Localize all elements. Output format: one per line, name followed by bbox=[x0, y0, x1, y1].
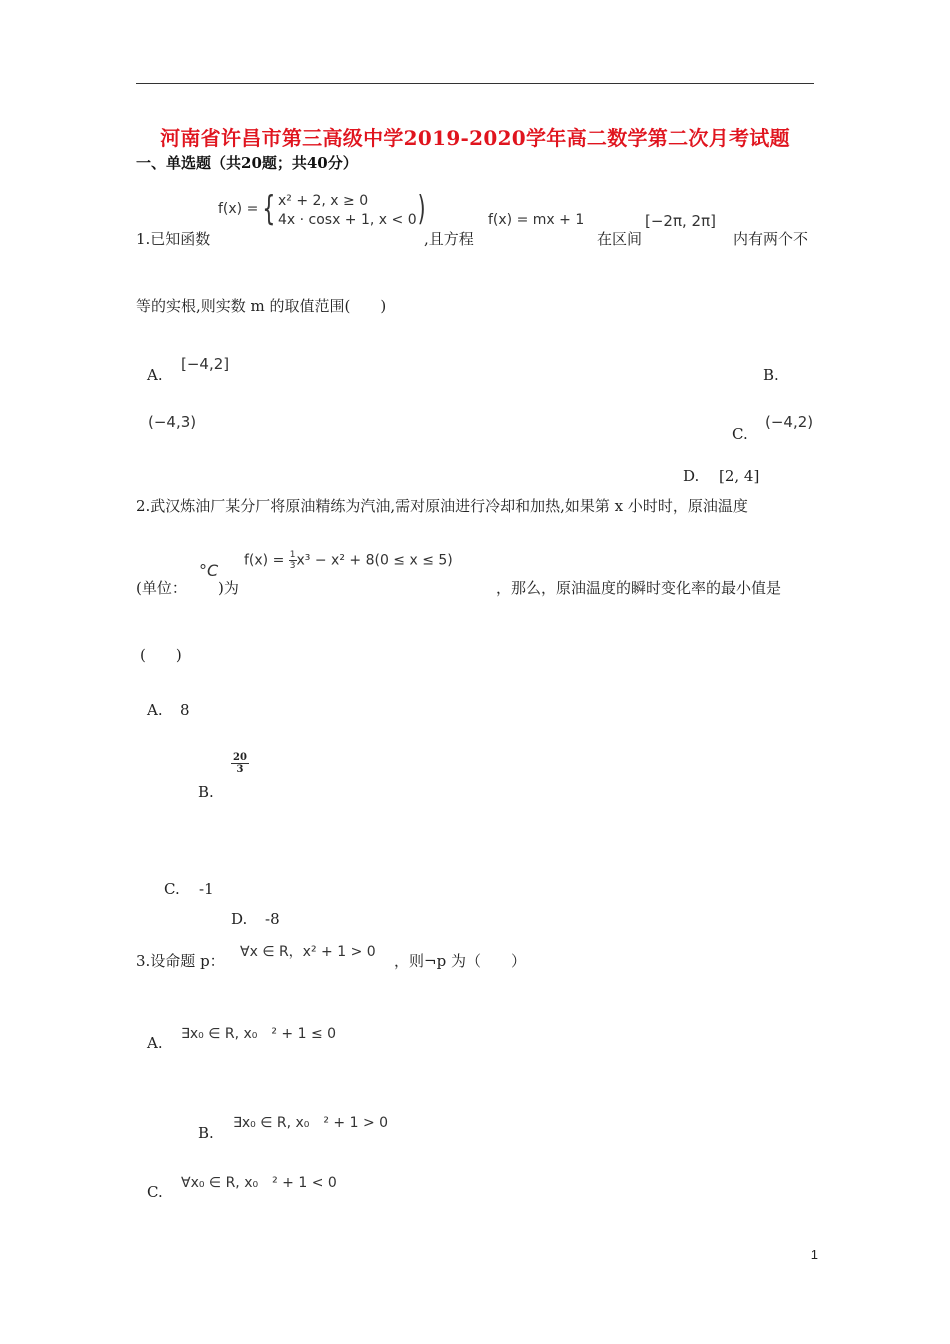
q1-option-c-value: (−4,2) bbox=[765, 413, 814, 431]
q3-option-c-label: C. bbox=[147, 1183, 163, 1201]
q1-line-2: 等的实根,则实数 m 的取值范围( ) bbox=[136, 297, 387, 315]
q1-left-brace: { bbox=[262, 189, 276, 229]
q2-option-d-label: D. bbox=[231, 910, 248, 928]
q2-unit-prefix: (单位： bbox=[136, 579, 187, 597]
q1-option-a-label: A. bbox=[147, 366, 163, 384]
page-title: 河南省许昌市第三高级中学2019-2020学年高二数学第二次月考试题 bbox=[160, 126, 790, 150]
q2-option-b-label: B. bbox=[198, 783, 214, 801]
q2-option-a-value: 8 bbox=[180, 701, 190, 719]
q1-option-b-label: B. bbox=[763, 366, 779, 384]
q2-fraction bbox=[289, 550, 297, 571]
q3-option-b-label: B. bbox=[198, 1124, 214, 1142]
q2-option-b-den: 3 bbox=[236, 764, 244, 775]
q2-option-a-label: A. bbox=[147, 701, 163, 719]
q1-option-a-value: [−4,2] bbox=[181, 355, 230, 373]
q1-case-1: x² + 2, x ≥ 0 bbox=[277, 193, 369, 209]
q3-option-b-value: ∃x₀ ∈ R, x₀ ² + 1 > 0 bbox=[233, 1115, 389, 1131]
q1-fx-label: f(x) = bbox=[218, 201, 259, 217]
q3-option-c-value: ∀x₀ ∈ R, x₀ ² + 1 < 0 bbox=[181, 1175, 337, 1191]
q1-mid-text: ,且方程 bbox=[424, 230, 474, 248]
header-rule bbox=[136, 83, 814, 84]
page-number: 1 bbox=[810, 1247, 818, 1262]
q1-case-2: 4x · cosx + 1, x < 0 bbox=[277, 212, 417, 228]
q3-option-a-label: A. bbox=[147, 1034, 163, 1052]
q2-option-b-value bbox=[231, 752, 249, 775]
q2-unit-suffix: )为 bbox=[218, 579, 239, 597]
q1-cases bbox=[278, 192, 417, 230]
q1-suffix: 内有两个不 bbox=[733, 230, 809, 248]
q2-option-c-label: C. bbox=[164, 880, 180, 898]
q2-tail: ，那么，原油温度的瞬时变化率的最小值是 bbox=[496, 579, 782, 597]
q2-fx-right: x³ − x² + 8(0 ≤ x ≤ 5) bbox=[296, 552, 453, 569]
q3-proposition: ∀x ∈ R，x² + 1 > 0 bbox=[240, 944, 376, 960]
q3-suffix: ，则¬p 为（ ） bbox=[394, 952, 526, 970]
q1-option-d-value: [2, 4] bbox=[719, 467, 760, 485]
q2-line-1: 2.武汉炼油厂某分厂将原油精练为汽油,需对原油进行冷却和加热,如果第 x 小时时，原油温度 bbox=[136, 497, 748, 515]
q1-option-d-label: D. bbox=[683, 467, 700, 485]
q2-paren: ( ) bbox=[140, 646, 182, 664]
q1-prefix: 1.已知函数 bbox=[136, 230, 211, 248]
q1-piecewise-function bbox=[218, 189, 428, 230]
q2-frac-den: 3 bbox=[289, 561, 296, 571]
q1-option-b-value: (−4,3) bbox=[148, 413, 197, 431]
q3-prefix: 3.设命题 p： bbox=[136, 952, 225, 970]
q1-option-c-label: C. bbox=[732, 425, 748, 443]
q1-equation: f(x) = mx + 1 bbox=[488, 212, 585, 228]
q2-option-d-value: -8 bbox=[265, 910, 280, 928]
section-heading: 一、单选题（共20题；共40分） bbox=[136, 154, 358, 172]
q2-option-b-num: 20 bbox=[233, 752, 247, 763]
q2-frac-num: 1 bbox=[289, 550, 296, 560]
q2-fx-left: f(x) = bbox=[244, 552, 285, 569]
q1-interval-text: 在区间 bbox=[597, 230, 643, 248]
q1-right-paren: ) bbox=[417, 189, 426, 229]
q2-unit-symbol: °C bbox=[199, 561, 219, 580]
q1-interval: [−2π, 2π] bbox=[645, 212, 716, 230]
q2-function bbox=[244, 550, 453, 571]
q2-option-c-value: -1 bbox=[199, 880, 214, 898]
q3-option-a-value: ∃x₀ ∈ R, x₀ ² + 1 ≤ 0 bbox=[181, 1026, 337, 1042]
